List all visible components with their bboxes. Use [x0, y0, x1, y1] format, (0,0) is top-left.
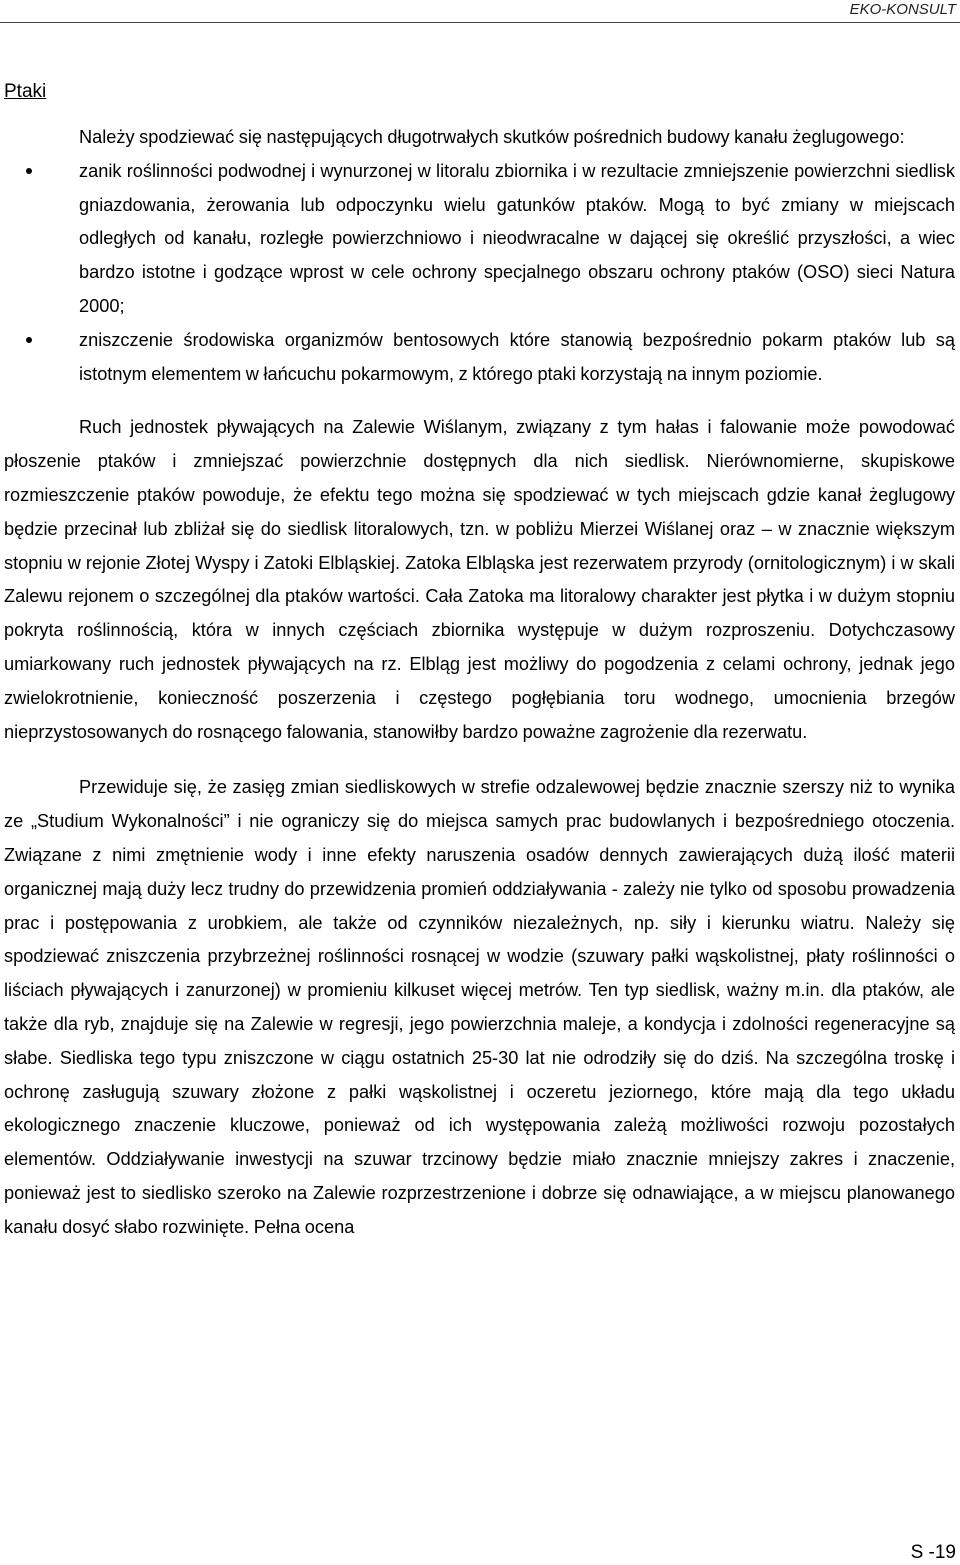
- list-item: [79, 155, 955, 324]
- bullet-icon: [26, 337, 32, 343]
- document-body: [4, 121, 955, 1245]
- header-divider: [0, 22, 960, 23]
- header-company-name: EKO-KONSULT: [849, 1, 956, 18]
- body-paragraph: Ruch jednostek pływających na Zalewie Wiślanym, związany z tym hałas i falowanie może powodować płoszenie ptaków i zmniejszać powierzchnie dostępnych dla nich siedlisk. Nierównomierne, skupiskowe rozmieszczenie ptaków powoduje, że efektu tego można się spodziewać w tych miejscach gdzie kanał żeglugowy będzie przecinał lub zbliżał się do siedlisk litoralowych, tzn. w pobliżu Mierzei Wiślanej oraz – w znacznie większym stopniu w rejonie Złotej Wyspy i Zatoki Elbląskiej. Zatoka Elbląska jest rezerwatem przyrody (ornitologicznym) i w skali Zalewu rejonem o szczególnej dla ptaków wartości. Cała Zatoka ma litoralowy charakter jest płytka i w dużym stopniu pokryta roślinnością, która w innych częściach zbiornika występuje w dużym rozproszeniu. Dotychczasowy umiarkowany ruch jednostek pływających na rz. Elbląg jest możliwy do pogodzenia z celami ochrony, jednak jego zwielokrotnienie, konieczność poszerzenia i częstego pogłębiania toru wodnego, umocnienia brzegów nieprzystosowanych do rosnącego falowania, stanowiłby bardzo poważne zagrożenie dla rezerwatu.: [4, 417, 955, 742]
- impact-list: [4, 155, 955, 392]
- list-item-text: zniszczenie środowiska organizmów bentosowych które stanowią bezpośrednio pokarm ptaków lub są istotnym elementem w łańcuchu pokarmowym, z którego ptaki korzystają na innym poziomie.: [79, 329, 955, 384]
- list-item-text: zanik roślinności podwodnej i wynurzonej w litoralu zbiornika i w rezultacie zmniejszenie powierzchni siedlisk gniazdowania, żerowania lub odpoczynku wielu gatunków ptaków. Mogą to być zmiany w miejscach odległych od kanału, rozległe powierzchniowo i nieodwracalne w dającej się określić przyszłości, a wiec bardzo istotne i godzące wprost w cele ochrony specjalnego obszaru ochrony ptaków (OSO) sieci Natura 2000;: [79, 160, 955, 316]
- section-title: Ptaki: [4, 81, 47, 102]
- body-paragraph: Przewiduje się, że zasięg zmian siedliskowych w strefie odzalewowej będzie znacznie szerszy niż to wynika ze „Studium Wykonalności” i nie ograniczy się do miejsca samych prac budowlanych i bezpośredniego otoczenia. Związane z nimi zmętnienie wody i inne efekty naruszenia osadów dennych zawierających dużą ilość materii organicznej mają duży lecz trudny do przewidzenia promień oddziaływania - zależy nie tylko od sposobu prowadzenia prac i postępowania z urobkiem, ale także od czynników niezależnych, np. siły i kierunku wiatru. Należy się spodziewać zniszczenia przybrzeżnej roślinności rosnącej w wodzie (szuwary pałki wąskolistnej, płaty roślinności o liściach pływających i zanurzonej) w promieniu kilkuset więcej metrów. Ten typ siedlisk, ważny m.in. dla ptaków, ale także dla ryb, znajduje się na Zalewie w regresji, jego powierzchnia maleje, a kondycja i zdolności regeneracyjne są słabe. Siedliska tego typu zniszczone w ciągu ostatnich 25-30 lat nie odrodziły się do dziś. Na szczególna troskę i ochronę zasługują szuwary złożone z pałki wąskolistnej i oczeretu jeziornego, które mają dla tego układu ekologicznego znaczenie kluczowe, ponieważ od ich występowania zależą możliwości rozwoju pozostałych elementów. Oddziaływanie inwestycji na szuwar trzcinowy będzie miało znacznie mniejszy zakres i znaczenie, ponieważ jest to siedlisko szeroko na Zalewie rozprzestrzenione i dobrze się odnawiające, a w miejscu planowanego kanału dosyć słabo rozwinięte. Pełna ocena: [4, 777, 955, 1237]
- intro-paragraph: Należy spodziewać się następujących długotrwałych skutków pośrednich budowy kanału żeglugowego:: [79, 127, 905, 147]
- bullet-icon: [26, 168, 32, 174]
- list-item: [79, 324, 955, 392]
- page-number: S -19: [910, 1542, 956, 1563]
